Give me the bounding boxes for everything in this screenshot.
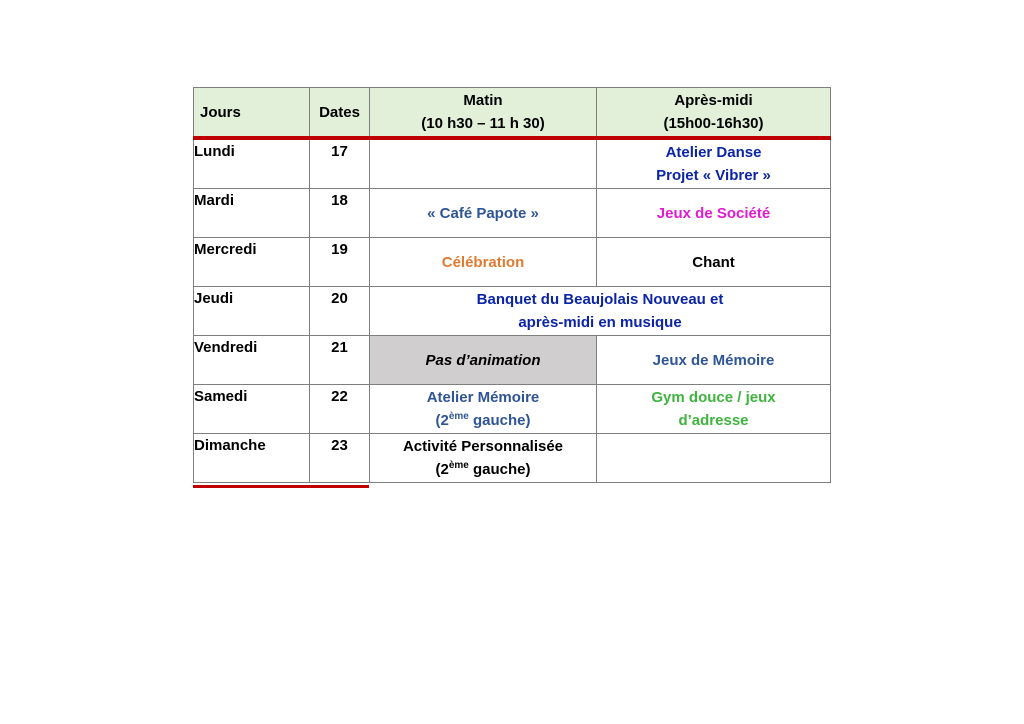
morning-line-2-pre: (2 [435, 412, 449, 429]
day-cell: Lundi [194, 138, 310, 189]
schedule-table [193, 87, 831, 483]
header-morning [370, 88, 597, 139]
afternoon-line-2: Projet « Vibrer » [656, 167, 771, 184]
table-row [194, 336, 831, 385]
morning-line-2-sup: ème [448, 411, 469, 422]
morning-cell [370, 138, 597, 189]
table-row [194, 385, 831, 434]
morning-line-2-post: gauche) [468, 412, 531, 429]
afternoon-cell: Chant [597, 238, 831, 287]
header-days: Jours [194, 88, 310, 139]
date-cell: 22 [310, 385, 370, 434]
date-cell: 23 [310, 434, 370, 483]
morning-line-2 [370, 458, 596, 481]
table-row [194, 189, 831, 238]
morning-line-2-sup: ème [448, 460, 469, 471]
afternoon-line-1: Atelier Danse [665, 144, 762, 161]
morning-cell [370, 434, 597, 483]
afternoon-line-2: d’adresse [678, 412, 749, 429]
day-cell: Mardi [194, 189, 310, 238]
morning-line-2-post: gauche) [468, 461, 531, 478]
full-day-cell [370, 287, 831, 336]
bottom-accent-line [193, 485, 369, 488]
table-row [194, 238, 831, 287]
morning-line-1: Atelier Mémoire [426, 389, 540, 406]
afternoon-line-1: Gym douce / jeux [651, 389, 776, 406]
full-day-line-2: après-midi en musique [518, 314, 682, 331]
morning-line-1: Activité Personnalisée [402, 438, 564, 455]
morning-line-2 [370, 409, 596, 432]
day-cell: Dimanche [194, 434, 310, 483]
header-morning-title: Matin [463, 92, 503, 109]
header-morning-time: (10 h30 – 11 h 30) [421, 115, 545, 132]
day-cell: Mercredi [194, 238, 310, 287]
morning-cell: « Café Papote » [370, 189, 597, 238]
table-row [194, 138, 831, 189]
day-cell: Samedi [194, 385, 310, 434]
full-day-line-1: Banquet du Beaujolais Nouveau et [476, 291, 724, 308]
morning-line-2-pre: (2 [435, 461, 449, 478]
header-afternoon-time: (15h00-16h30) [663, 115, 764, 132]
header-afternoon [597, 88, 831, 139]
afternoon-cell: Jeux de Mémoire [597, 336, 831, 385]
date-cell: 21 [310, 336, 370, 385]
header-dates: Dates [310, 88, 370, 139]
date-cell: 19 [310, 238, 370, 287]
afternoon-cell [597, 385, 831, 434]
header-row [194, 88, 831, 139]
day-cell: Vendredi [194, 336, 310, 385]
table-row [194, 434, 831, 483]
afternoon-cell [597, 434, 831, 483]
header-afternoon-title: Après-midi [674, 92, 753, 109]
table-row [194, 287, 831, 336]
day-cell: Jeudi [194, 287, 310, 336]
date-cell: 17 [310, 138, 370, 189]
afternoon-cell [597, 138, 831, 189]
morning-cell: Célébration [370, 238, 597, 287]
afternoon-cell: Jeux de Société [597, 189, 831, 238]
morning-cell: Pas d’animation [370, 336, 597, 385]
date-cell: 18 [310, 189, 370, 238]
morning-cell [370, 385, 597, 434]
date-cell: 20 [310, 287, 370, 336]
